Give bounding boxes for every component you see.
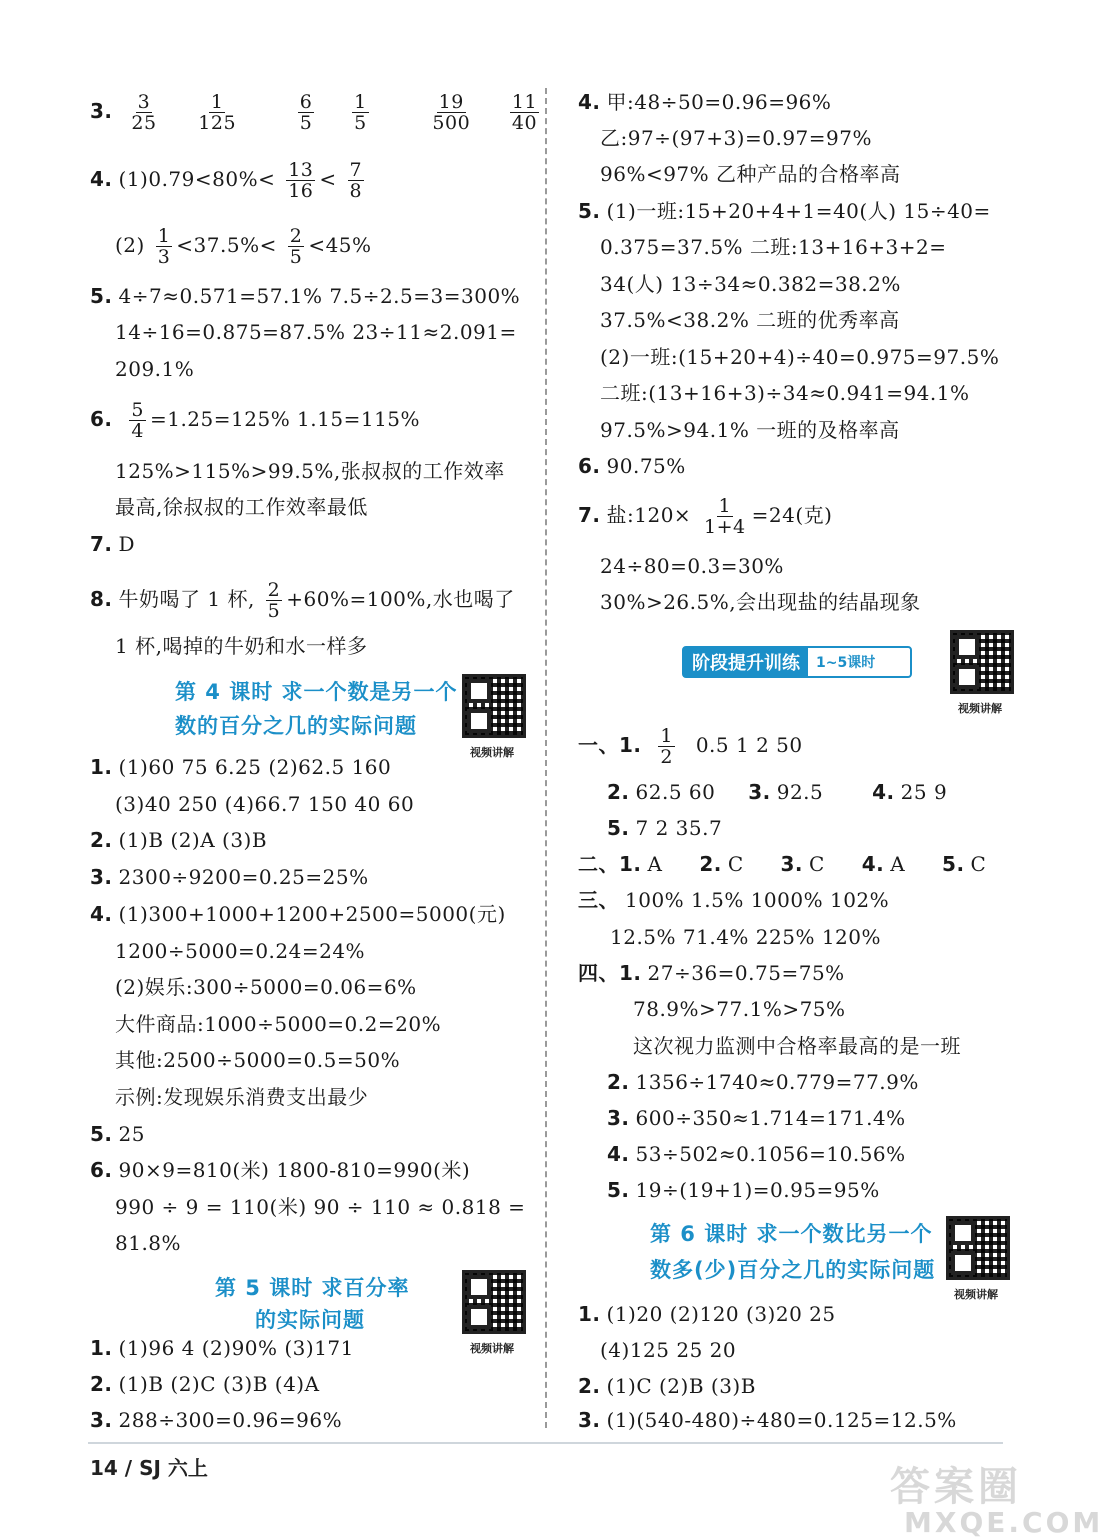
answer-line: 990 ÷ 9 = 110(米) 90 ÷ 110 ≈ 0.818 = [115,1195,526,1219]
stage-training-badge: 阶段提升训练 1~5课时 [682,646,912,678]
answer-line: (2) $\frac{1}{3}$ <37.5%< $\frac{2}{5}$ <45% [115,225,372,268]
watermark-logo: 答案圈 MXQE.COM [890,1464,1103,1539]
answer-line: 二、1. A 2. C 3. C 4. A 5. C [578,852,987,876]
section-heading-lesson-4-sub: 数的百分之几的实际问题 [175,714,417,738]
answer-line: 4. (1)0.79<80%< $\frac{13}{16}$ < $\frac{7}{8}$ [90,159,363,202]
answer-line: 最高,徐叔叔的工作效率最低 [115,495,368,519]
answer-line: 3. 600÷350≈1.714=171.4% [607,1106,906,1130]
answer-line: 二班:(13+16+3)÷34≈0.941=94.1% [600,381,970,405]
answer-line: 24÷80=0.3=30% [600,554,784,578]
answer-line: 34(人) 13÷34≈0.382=38.2% [600,272,901,296]
answer-line: 97.5%>94.1% 一班的及格率高 [600,418,900,442]
section-heading-lesson-4: 第 4 课时 求一个数是另一个 [175,680,458,704]
qr-label: 视频讲解 [954,1288,998,1301]
answer-line: 5. (1)一班:15+20+4+1=40(人) 15÷40= [578,199,991,223]
answer-line: 1. (1)96 4 (2)90% (3)171 [90,1336,354,1360]
qr-label: 视频讲解 [958,702,1002,715]
answer-line: 乙:97÷(97+3)=0.97=97% [600,126,872,150]
answer-line: 1200÷5000=0.24=24% [115,939,366,963]
answer-line: 示例:发现娱乐消费支出最少 [115,1085,369,1109]
answer-line: 4. 甲:48÷50=0.96=96% [578,90,832,114]
answer-line: 14÷16=0.875=87.5% 23÷11≈2.091= [115,320,517,344]
answer-line: (3)40 250 (4)66.7 150 40 60 [115,792,415,816]
answer-line: 5. 7 2 35.7 [607,816,723,840]
answer-line: 一、1. $\frac{1}{2}$ 0.5 1 2 50 [578,725,803,768]
answer-line: 2. (1)B (2)A (3)B [90,828,268,852]
answer-line: 5. 4÷7≈0.571=57.1% 7.5÷2.5=3=300% [90,284,521,308]
answer-line: 7. 盐:120× $\frac{1}{1+4}$ =24(克) [578,495,833,538]
page-footer: 14 / SJ 六上 [90,1456,208,1480]
answer-line: 2. 1356÷1740≈0.779=77.9% [607,1070,919,1094]
answer-line: 4. (1)300+1000+1200+2500=5000(元) [90,902,506,926]
answer-line: 3. 288÷300=0.96=96% [90,1408,343,1432]
qr-label: 视频讲解 [470,1342,514,1355]
answer-line: 125%>115%>99.5%,张叔叔的工作效率 [115,459,505,483]
answer-line: 1 杯,喝掉的牛奶和水一样多 [115,634,368,658]
qr-label: 视频讲解 [470,746,514,759]
answer-line: 2. (1)B (2)C (3)B (4)A [90,1372,320,1396]
qr-code-icon[interactable] [462,1270,526,1334]
answer-line: (4)125 25 20 [600,1338,737,1362]
answer-line: 96%<97% 乙种产品的合格率高 [600,162,901,186]
answer-line: 6. 90.75% [578,454,686,478]
section-heading-lesson-6-sub: 数多(少)百分之几的实际问题 [650,1258,936,1282]
answer-line: 78.9%>77.1%>75% [633,997,846,1021]
answer-line: 30%>26.5%,会出现盐的结晶现象 [600,590,921,614]
answer-line: 这次视力监测中合格率最高的是一班 [633,1034,961,1058]
answer-line: 6. $\frac{5}{4}$ =1.25=125% 1.15=115% [90,399,421,442]
answer-line: (2)一班:(15+20+4)÷40=0.975=97.5% [600,345,1000,369]
qr-code-icon[interactable] [946,1216,1010,1280]
answer-line: 大件商品:1000÷5000=0.2=20% [115,1012,442,1036]
section-heading-lesson-6: 第 6 课时 求一个数比另一个 [650,1222,933,1246]
qr-code-icon[interactable] [950,630,1014,694]
answer-line: 4. 53÷502≈0.1056=10.56% [607,1142,906,1166]
answer-line: 81.8% [115,1231,182,1255]
answer-line: 209.1% [115,357,195,381]
answer-line: 8. 牛奶喝了 1 杯, $\frac{2}{5}$ +60%=100%,水也喝了 [90,579,515,622]
answer-line: 其他:2500÷5000=0.5=50% [115,1048,401,1072]
answer-line: 3. $\frac{3}{25}$ $\frac{1}{125}$ $\frac{6}{5}$ $\frac{1}{5}$ $\frac{19}{500}$ $\frac{11}{40}$ [90,91,538,134]
answer-line: 1. (1)20 (2)120 (3)20 25 [578,1302,836,1326]
answer-line: 1. (1)60 75 6.25 (2)62.5 160 [90,755,392,779]
answer-line: 3. (1)(540-480)÷480=0.125=12.5% [578,1408,957,1432]
column-divider [545,88,547,1428]
answer-line: 37.5%<38.2% 二班的优秀率高 [600,308,900,332]
answer-line: 三、 100% 1.5% 1000% 102% [578,888,890,912]
answer-line: 6. 90×9=810(米) 1800-810=990(米) [90,1158,471,1182]
answer-line: 12.5% 71.4% 225% 120% [610,925,881,949]
answer-line: 3. 2300÷9200=0.25=25% [90,865,369,889]
answer-line: 2. 62.5 60 3. 92.5 4. 25 9 [607,780,948,804]
answer-line: (2)娱乐:300÷5000=0.06=6% [115,975,417,999]
answer-line: 0.375=37.5% 二班:13+16+3+2= [600,235,947,259]
answer-line: 5. 19÷(19+1)=0.95=95% [607,1178,880,1202]
answer-line: 四、1. 27÷36=0.75=75% [578,961,845,985]
section-heading-lesson-5: 第 5 课时 求百分率 [215,1276,410,1300]
answer-line: 5. 25 [90,1122,145,1146]
answer-line: 7. D [90,532,136,556]
section-heading-lesson-5-sub: 的实际问题 [255,1308,365,1332]
footer-divider [88,1442,1003,1444]
answer-line: 2. (1)C (2)B (3)B [578,1374,756,1398]
qr-code-icon[interactable] [462,674,526,738]
